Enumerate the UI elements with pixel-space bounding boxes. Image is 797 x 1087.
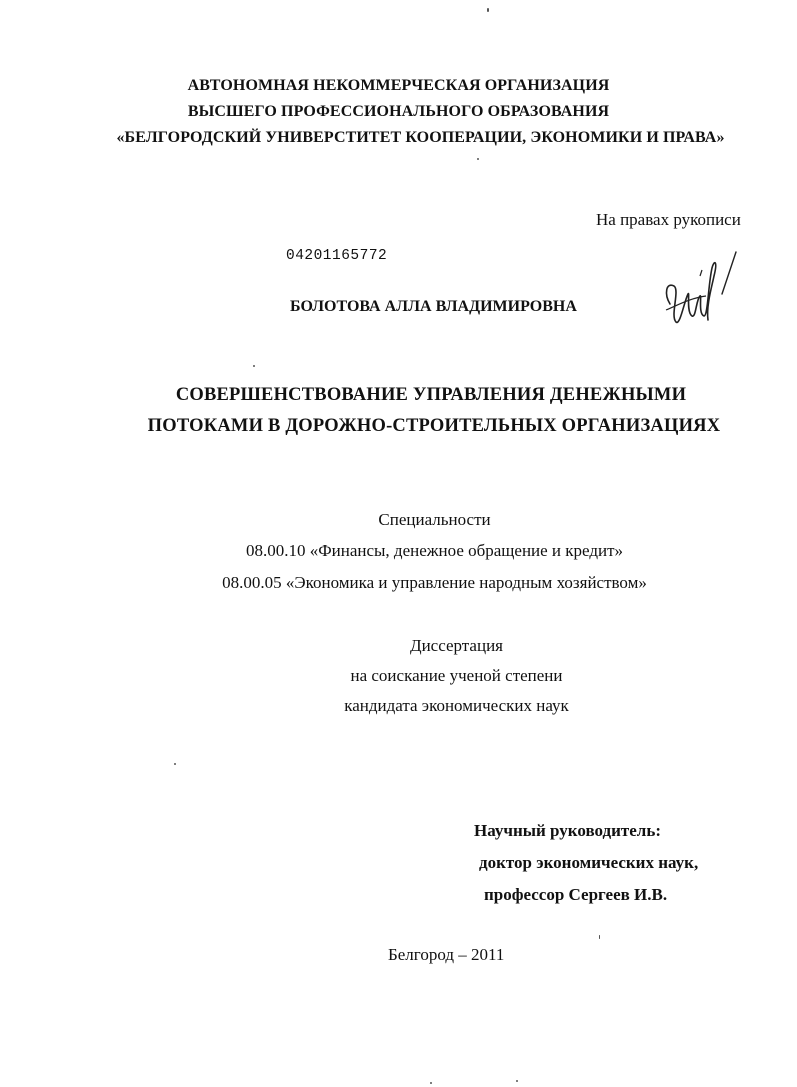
dissertation-degree-line: на соискание ученой степени — [350, 666, 563, 685]
author-name: БОЛОТОВА АЛЛА ВЛАДИМИРОВНА — [290, 298, 577, 315]
signature-icon — [656, 246, 740, 338]
manuscript-note: На правах рукописи — [596, 210, 741, 229]
supervisor-heading: Научный руководитель: — [474, 821, 661, 840]
scan-speck — [487, 8, 489, 12]
specialty-item: 08.00.10 «Финансы, денежное обращение и кредит» — [245, 541, 624, 560]
city-year: Белгород – 2011 — [388, 945, 505, 964]
title-line-1: СОВЕРШЕНСТВОВАНИЕ УПРАВЛЕНИЯ ДЕНЕЖНЫМИ — [175, 385, 687, 405]
title-line-2: ПОТОКАМИ В ДОРОЖНО-СТРОИТЕЛЬНЫХ ОРГАНИЗАЦИЯХ — [147, 416, 721, 436]
org-line-2: ВЫСШЕГО ПРОФЕССИОНАЛЬНОГО ОБРАЗОВАНИЯ — [187, 103, 610, 120]
specialty-item: 08.00.05 «Экономика и управление народным хозяйством» — [222, 573, 647, 592]
scan-speck — [477, 158, 479, 160]
catalog-number: 04201165772 — [286, 248, 388, 264]
scan-speck — [430, 1082, 432, 1084]
org-line-3: «БЕЛГОРОДСКИЙ УНИВЕРСТИТЕТ КООПЕРАЦИИ, ЭКОНОМИКИ И ПРАВА» — [116, 129, 725, 146]
scan-speck — [599, 935, 600, 939]
org-line-1: АВТОНОМНАЯ НЕКОММЕРЧЕСКАЯ ОРГАНИЗАЦИЯ — [187, 77, 610, 94]
dissertation-field-line: кандидата экономических наук — [344, 696, 569, 715]
specialties-heading: Специальности — [378, 510, 491, 529]
scan-speck — [516, 1080, 518, 1082]
dissertation-label: Диссертация — [409, 636, 503, 655]
supervisor-degree: доктор экономических наук, — [479, 853, 699, 872]
supervisor-name: профессор Сергеев И.В. — [484, 885, 668, 904]
scan-speck — [253, 365, 255, 367]
scan-speck — [174, 763, 176, 765]
